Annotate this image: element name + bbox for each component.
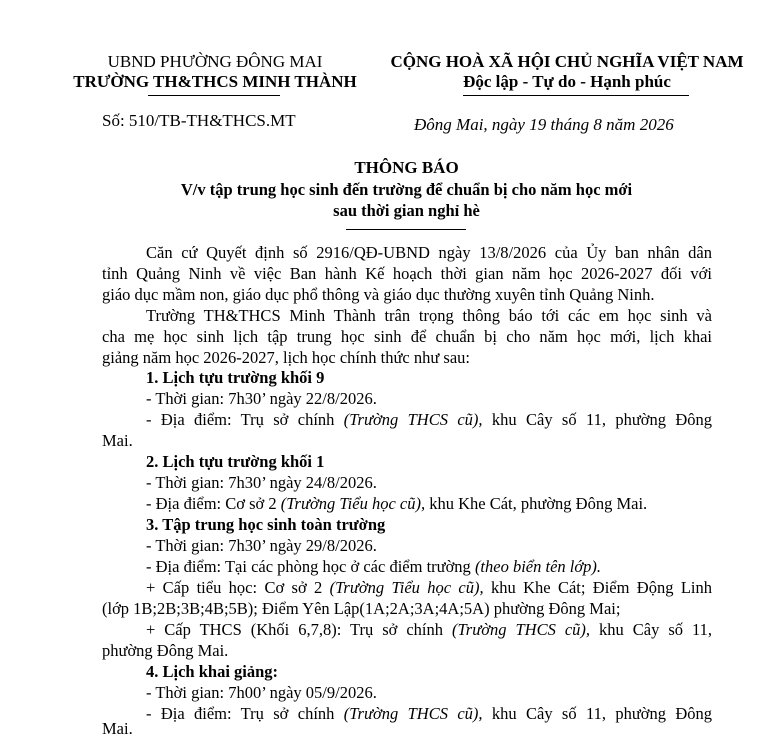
document-subject-line-1: V/v tập trung học sinh đến trường để chuẩn bị cho năm học mới	[180, 180, 633, 199]
section-2-title: 2. Lịch tựu trường khối 1	[146, 452, 325, 471]
place-text: khu Khe Cát, phường Đông Mai.	[425, 494, 648, 513]
motto-underline	[463, 95, 689, 96]
place-text: khu Cây số 11, phường Đông	[482, 410, 713, 429]
place-text: khu Cây số 11, phường Đông	[482, 704, 713, 723]
section-1-place-cont: Mai.	[102, 431, 133, 450]
paragraph-notice-line: giảng năm học 2026-2027, lịch học chính thức như sau:	[102, 348, 470, 367]
title-underline	[346, 229, 466, 230]
section-1-place	[146, 409, 712, 430]
section-3-time: - Thời gian: 7h30’ ngày 29/8/2026.	[146, 536, 377, 555]
place-text: khu Cây số 11,	[590, 620, 713, 639]
place-note: (theo biển tên lớp).	[474, 557, 602, 576]
place-text: khu Khe Cát; Điểm Động Linh	[483, 578, 712, 597]
paragraph-basis-line: giáo dục mầm non, giáo dục phổ thông và giáo dục thường xuyên tỉnh Quảng Ninh.	[102, 285, 655, 304]
document-heading: THÔNG BÁO	[354, 158, 459, 177]
section-4-time: - Thời gian: 7h00’ ngày 05/9/2026.	[146, 683, 377, 702]
section-3-primary	[146, 577, 712, 598]
section-1-title: 1. Lịch tựu trường khối 9	[146, 368, 325, 387]
place-text: - Địa điểm: Trụ sở chính	[146, 704, 344, 723]
document-subject-line-2: sau thời gian nghỉ hè	[333, 201, 480, 220]
place-note: (Trường Tiểu học cũ),	[329, 578, 484, 597]
country-name: CỘNG HOÀ XÃ HỘI CHỦ NGHĨA VIỆT NAM	[390, 52, 744, 71]
place-and-date: Đông Mai, ngày 19 tháng 8 năm 2026	[414, 115, 674, 134]
place-text: - Địa điểm: Trụ sở chính	[146, 410, 344, 429]
section-3-secondary	[146, 619, 712, 640]
place-text: - Địa điểm: Tại các phòng học ở các điểm trường	[146, 557, 475, 576]
document-number: Số: 510/TB-TH&THCS.MT	[102, 111, 296, 130]
place-text: + Cấp tiểu học: Cơ sở 2	[146, 578, 330, 597]
section-3-place	[146, 556, 601, 577]
header-left-underline	[148, 95, 280, 96]
place-note: (Trường THCS cũ),	[343, 410, 483, 429]
place-text: + Cấp THCS (Khối 6,7,8): Trụ sở chính	[146, 620, 453, 639]
section-3-primary-cont: (lớp 1B;2B;3B;4B;5B); Điểm Yên Lập(1A;2A;3A;4A;5A) phường Đông Mai;	[102, 599, 621, 618]
section-3-secondary-cont: phường Đông Mai.	[102, 641, 229, 660]
section-2-time: - Thời gian: 7h30’ ngày 24/8/2026.	[146, 473, 377, 492]
place-note: (Trường Tiểu học cũ),	[280, 494, 426, 513]
paragraph-notice-line: Trường TH&THCS Minh Thành trân trọng thông báo tới các em học sinh và	[146, 306, 712, 325]
issuing-authority: UBND PHƯỜNG ĐÔNG MAI	[107, 52, 323, 71]
national-motto: Độc lập - Tự do - Hạnh phúc	[463, 72, 671, 91]
section-3-title: 3. Tập trung học sinh toàn trường	[146, 515, 386, 534]
section-4-place	[146, 703, 712, 724]
place-text: - Địa điểm: Cơ sở 2	[146, 494, 281, 513]
paragraph-basis-line: tỉnh Quảng Ninh về việc Ban hành Kế hoạch thời gian năm học 2026-2027 đối với	[102, 264, 712, 283]
section-4-place-cont: Mai.	[102, 719, 133, 738]
paragraph-notice-line: cha mẹ học sinh lịch tập trung học sinh để chuẩn bị cho năm học mới, lịch khai	[102, 327, 712, 346]
section-1-time: - Thời gian: 7h30’ ngày 22/8/2026.	[146, 389, 377, 408]
section-2-place	[146, 493, 647, 514]
school-name: TRƯỜNG TH&THCS MINH THÀNH	[73, 72, 357, 91]
paragraph-basis-line: Căn cứ Quyết định số 2916/QĐ-UBND ngày 13/8/2026 của Ủy ban nhân dân	[146, 243, 712, 262]
place-note: (Trường THCS cũ),	[452, 620, 591, 639]
place-note: (Trường THCS cũ),	[343, 704, 483, 723]
section-4-title: 4. Lịch khai giảng:	[146, 662, 279, 681]
